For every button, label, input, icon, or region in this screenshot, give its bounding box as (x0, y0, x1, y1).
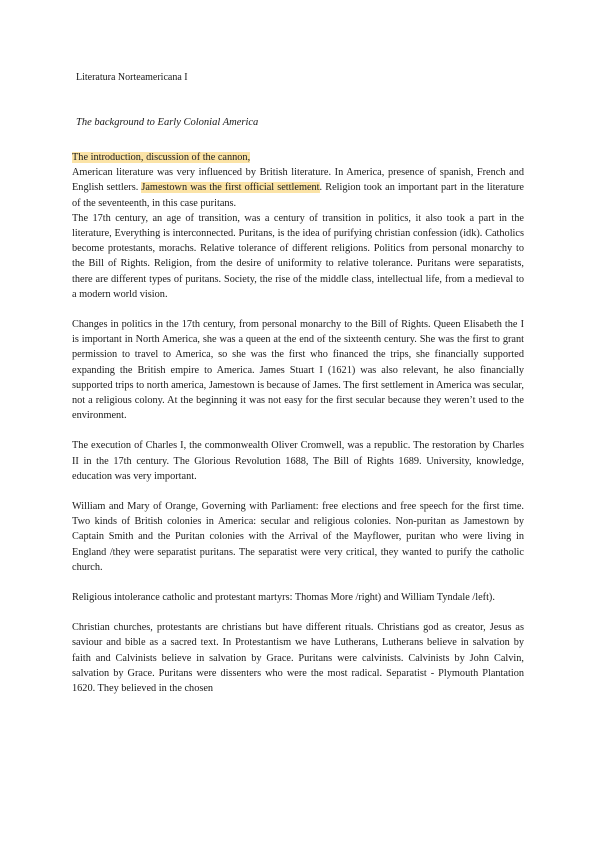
document-body (72, 150, 524, 711)
highlighted-heading: The introduction, discussion of the cannon, (72, 152, 251, 163)
paragraph-churches: Christian churches, protestants are christians but have different rituals. Christians god as creator, Jesus as saviour and bible as a sacred text. In Protestantism we have Lutherans, Lutherans believe in salvation by faith and Calvinists believe in salvation by Grace. Puritans were calvinists. Calvinists by John Calvin, salvation by Grace. Puritans were dissenters who were the most radical. Separatist - Plymouth Plantation 1620. They believed in the chosen (72, 622, 524, 695)
intro-text-1: American literature was very influenced by British literature. In America, presence of spanish, French and English settlers. (72, 167, 524, 194)
paragraph-charles: The execution of Charles I, the commonwealth Oliver Cromwell, was a republic. The restoration by Charles II in the 17th century. The Glorious Revolution 1688, The Bill of Rights 1689. University, knowledge, education was very important. (72, 440, 524, 482)
paragraph-intro (72, 150, 524, 302)
paragraph-martyrs: Religious intolerance catholic and protestant martyrs: Thomas More /right) and William Tyndale /left). (72, 592, 495, 604)
document-subtitle: The background to Early Colonial America (76, 117, 259, 128)
document-header: Literatura Norteamericana I (76, 72, 188, 83)
highlighted-phrase: Jamestown was the first official settlement (141, 182, 320, 194)
paragraph-william-mary: William and Mary of Orange, Governing with Parliament: free elections and free speech for the first time. Two kinds of British colonies in America: secular and religious colonies. Non-puritan as Jamestown by Captain Smith and the Puritan colonies with the Arrival of the Mayflower, puritan who were living in England /they were separatist puritans. The separatist were very critical, they wanted to purify the catholic church. (72, 501, 524, 573)
paragraph-politics: Changes in politics in the 17th century, from personal monarchy to the Bill of Rights. Queen Elisabeth the I is important in North America, she was a queen at the end of the sixteenth century. She was the first to grant permission to travel to America, so she was the first who financed the trips, she financially supported expanding the British empire to America. James Stuart I (1621) was also relevant, he also financially supported trips to north america, Jamestown is because of James. The first settlement in America was secular, not a religious colony. At the beginning it was not easy for the first secular because they weren’t used to the environment. (72, 319, 524, 422)
intro-text-3: The 17th century, an age of transition, was a century of transition in politics, it also took a part in the literature, Everything is interconnected. Puritans, is the idea of purifying christian confession (idk). Catholics become protestants, morachs. Relative tolerance of different religions. Politics from personal monarchy to the Bill of Rights. Religion, from the desire of uniformity to relative tolerance. Puritans were separatists, there are different types of puritans. Society, the rise of the middle class, intellectual life, from a medieval to a modern world vision. (72, 212, 524, 300)
intro-text-2: . Religion took an important part in the literature of the seventeenth, in this case puritans. (72, 182, 525, 209)
